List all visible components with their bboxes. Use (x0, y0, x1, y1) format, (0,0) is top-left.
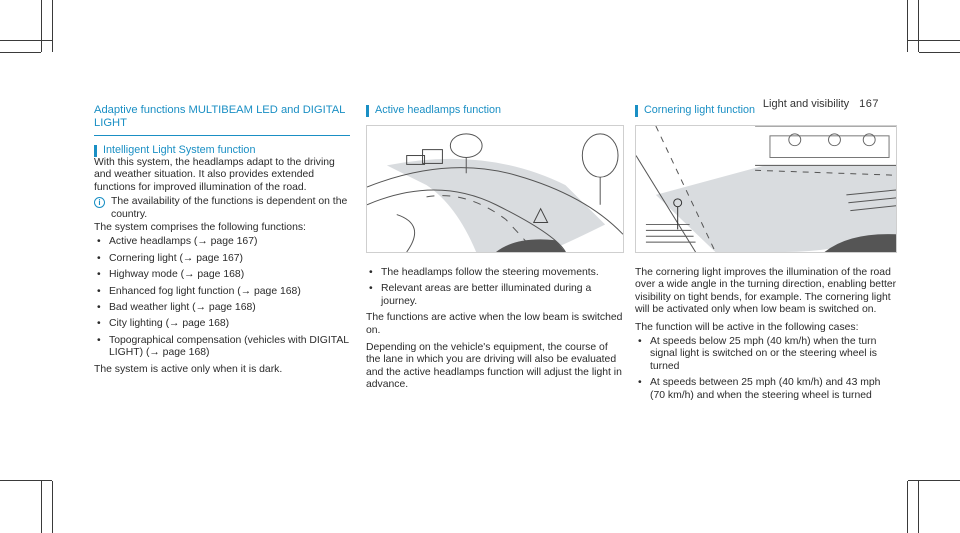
list-item: • At speeds between 25 mph (40 km/h) and 43 mph (70 km/h) and when the steering wheel is turned (635, 377, 897, 402)
active-headlamps-illustration (366, 125, 624, 253)
cornering-paragraph-2: The function will be active in the following cases: (635, 321, 859, 333)
crop-mark (0, 52, 41, 53)
list-item[interactable]: • City lighting (→ page 168) (94, 318, 350, 330)
crop-mark (918, 0, 919, 52)
active-paragraph-2: Depending on the vehicle's equipment, the course of the lane in which you are driving will also be evaluated and the active headlamps function will adjust the light in advance. (366, 342, 622, 391)
cornering-paragraph-1: The cornering light improves the illumination of the road over a wide angle in the turning direction, enabling better visibility on tight bends, for example. The cornering light will be activated only when low beam is switched on. (635, 267, 897, 316)
note-text: The availability of the functions is dependent on the country. (111, 196, 348, 220)
crop-mark (918, 481, 919, 533)
header-title: Light and visibility (762, 98, 850, 110)
crop-mark (908, 480, 960, 481)
active-headlamps-bullets (366, 267, 624, 308)
page-number: 167 (859, 98, 879, 110)
crop-mark (41, 481, 42, 533)
cornering-bullets (635, 336, 897, 402)
info-note (94, 196, 350, 221)
closing-paragraph: The system is active only when it is dark. (94, 363, 283, 375)
intro-paragraph: With this system, the headlamps adapt to the driving and weather situation. It also provides extended functions for improved illumination of the road. (94, 157, 335, 193)
list-item: • Relevant areas are better illuminated during a journey. (366, 283, 624, 308)
cornering-title (635, 104, 897, 117)
column-cornering-light (635, 104, 897, 406)
heading-bar-icon (366, 105, 369, 117)
list-intro: The system comprises the following functions: (94, 222, 306, 234)
list-item[interactable]: • Bad weather light (→ page 168) (94, 302, 350, 314)
function-list (94, 236, 350, 359)
crop-mark (908, 40, 960, 41)
active-headlamps-title (366, 104, 624, 117)
crop-mark (52, 0, 53, 52)
list-item[interactable]: • Active headlamps (→ page 167) (94, 236, 350, 248)
heading-bar-icon (94, 145, 97, 157)
column-intelligent-light (94, 104, 350, 376)
crop-mark (907, 0, 908, 52)
curved-road-illustration-icon (367, 126, 623, 252)
crop-mark (0, 40, 52, 41)
list-item[interactable]: • Topographical compensation (vehicles with DIGITAL LIGHT) (→ page 168) (94, 335, 350, 360)
crop-mark (52, 481, 53, 533)
active-paragraph-1: The functions are active when the low beam is switched on. (366, 312, 623, 336)
cornering-light-illustration (635, 125, 897, 253)
crop-mark (41, 0, 42, 52)
list-item: • At speeds below 25 mph (40 km/h) when the turn signal light is switched on or the steering wheel is turned (635, 336, 897, 373)
cornering-title-text: Cornering light function (644, 104, 756, 116)
list-item[interactable]: • Enhanced fog light function (→ page 168) (94, 286, 350, 298)
list-item: • The headlamps follow the steering movements. (366, 267, 624, 279)
list-item[interactable]: • Highway mode (→ page 168) (94, 269, 350, 281)
info-icon: i (94, 197, 105, 208)
active-headlamps-title-text: Active headlamps function (375, 104, 502, 116)
section-title: Adaptive functions MULTIBEAM LED and DIGITAL LIGHT (94, 104, 350, 136)
crop-mark (0, 480, 52, 481)
column-active-headlamps (366, 104, 624, 392)
crop-mark (919, 52, 960, 53)
subsection-title (94, 144, 350, 157)
heading-bar-icon (635, 105, 638, 117)
crop-mark (907, 481, 908, 533)
intersection-illustration-icon (636, 126, 896, 252)
list-item[interactable]: • Cornering light (→ page 167) (94, 253, 350, 265)
subsection-title-text: Intelligent Light System function (103, 144, 256, 156)
